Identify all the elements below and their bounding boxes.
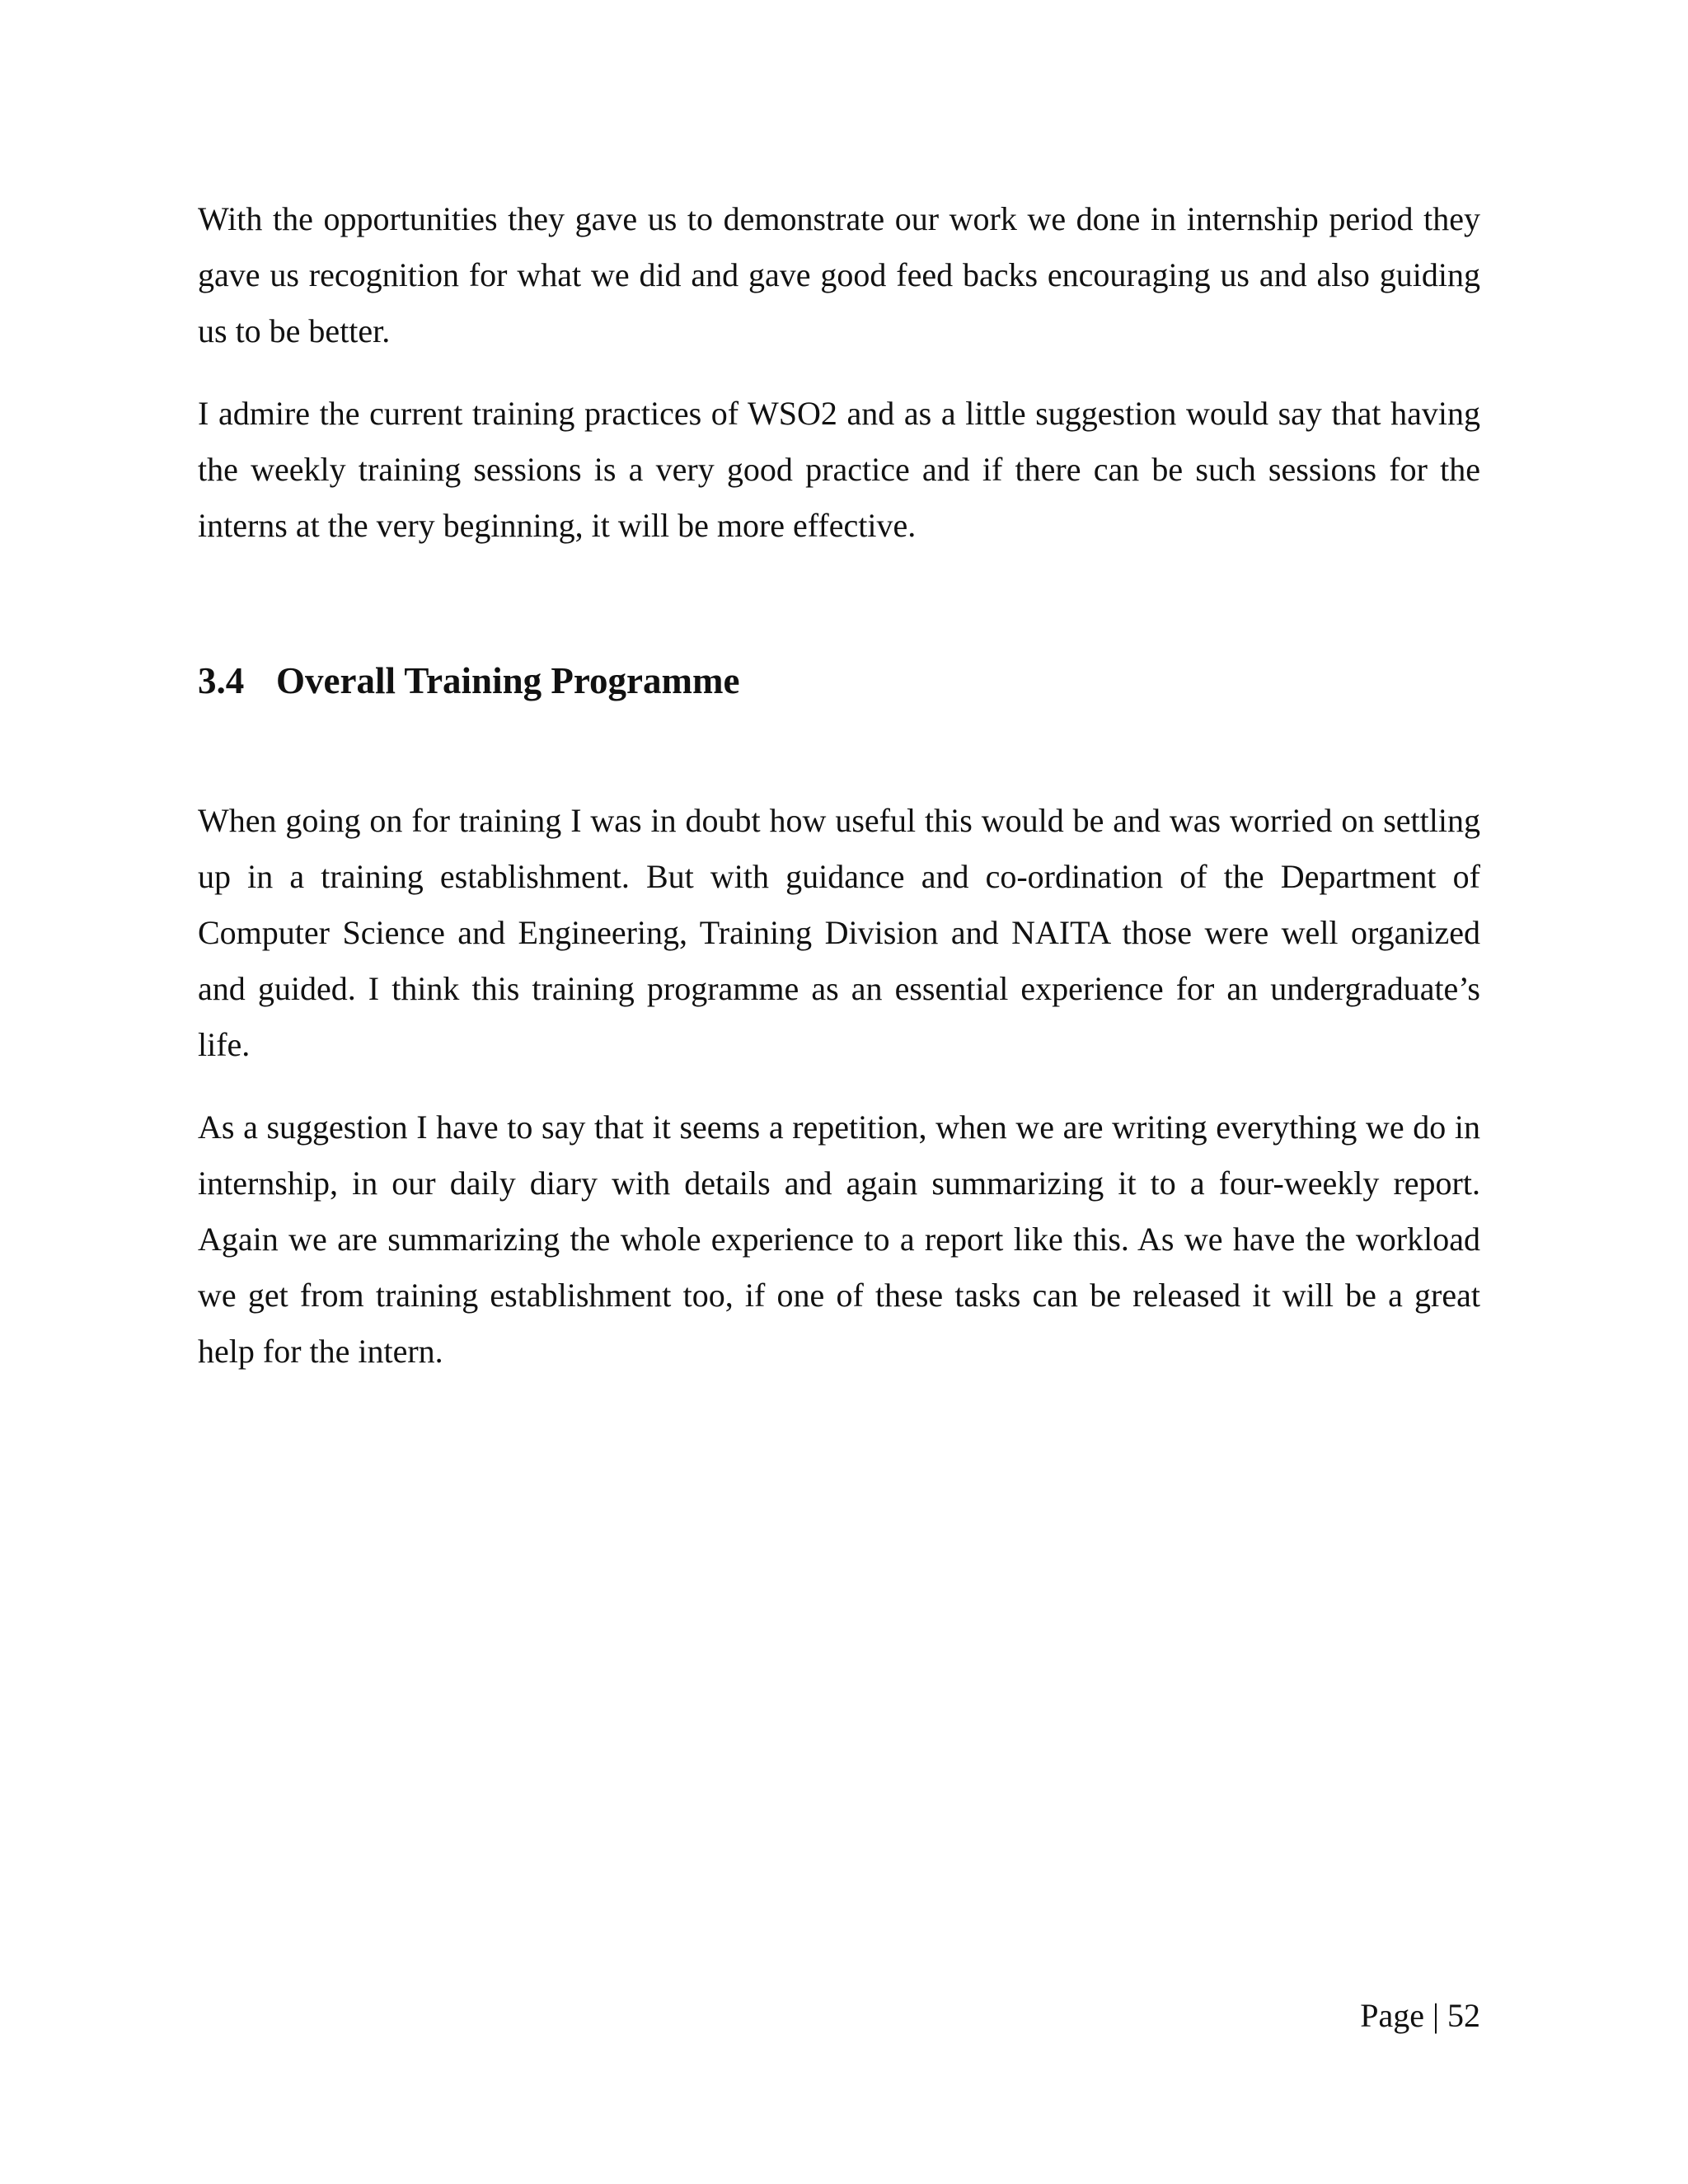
page-content (198, 191, 1480, 1380)
section-body (198, 793, 1480, 1380)
section-heading (198, 656, 1480, 705)
intro-paragraph: With the opportunities they gave us to demonstrate our work we done in internship period they gave us recognition for what we did and gave good feed backs encouraging us and also guiding us to be better. (198, 200, 1480, 349)
section-paragraph: As a suggestion I have to say that it seems a repetition, when we are writing everything we do in internship, in our daily diary with details and again summarizing it to a four-weekly report. Again we are summarizing the whole experience to a report like this. As we have the workload we get from training establishment too, if one of these tasks can be released it will be a great help for the intern. (198, 1108, 1480, 1370)
intro-paragraph: I admire the current training practices of WSO2 and as a little suggestion would say that having the weekly training sessions is a very good practice and if there can be such sessions for the interns at the very beginning, it will be more effective. (198, 395, 1480, 544)
section-paragraph: When going on for training I was in doubt how useful this would be and was worried on settling up in a training establishment. But with guidance and co-ordination of the Department of Computer Science and Engineering, Training Division and NAITA those were well organized and guided. I think this training programme as an essential experience for an undergraduate’s life. (198, 802, 1480, 1063)
section-title: Overall Training Programme (276, 660, 740, 701)
section-number: 3.4 (198, 660, 245, 701)
page-number: Page | 52 (1360, 1997, 1480, 2034)
section-overall-training (198, 656, 1480, 1380)
